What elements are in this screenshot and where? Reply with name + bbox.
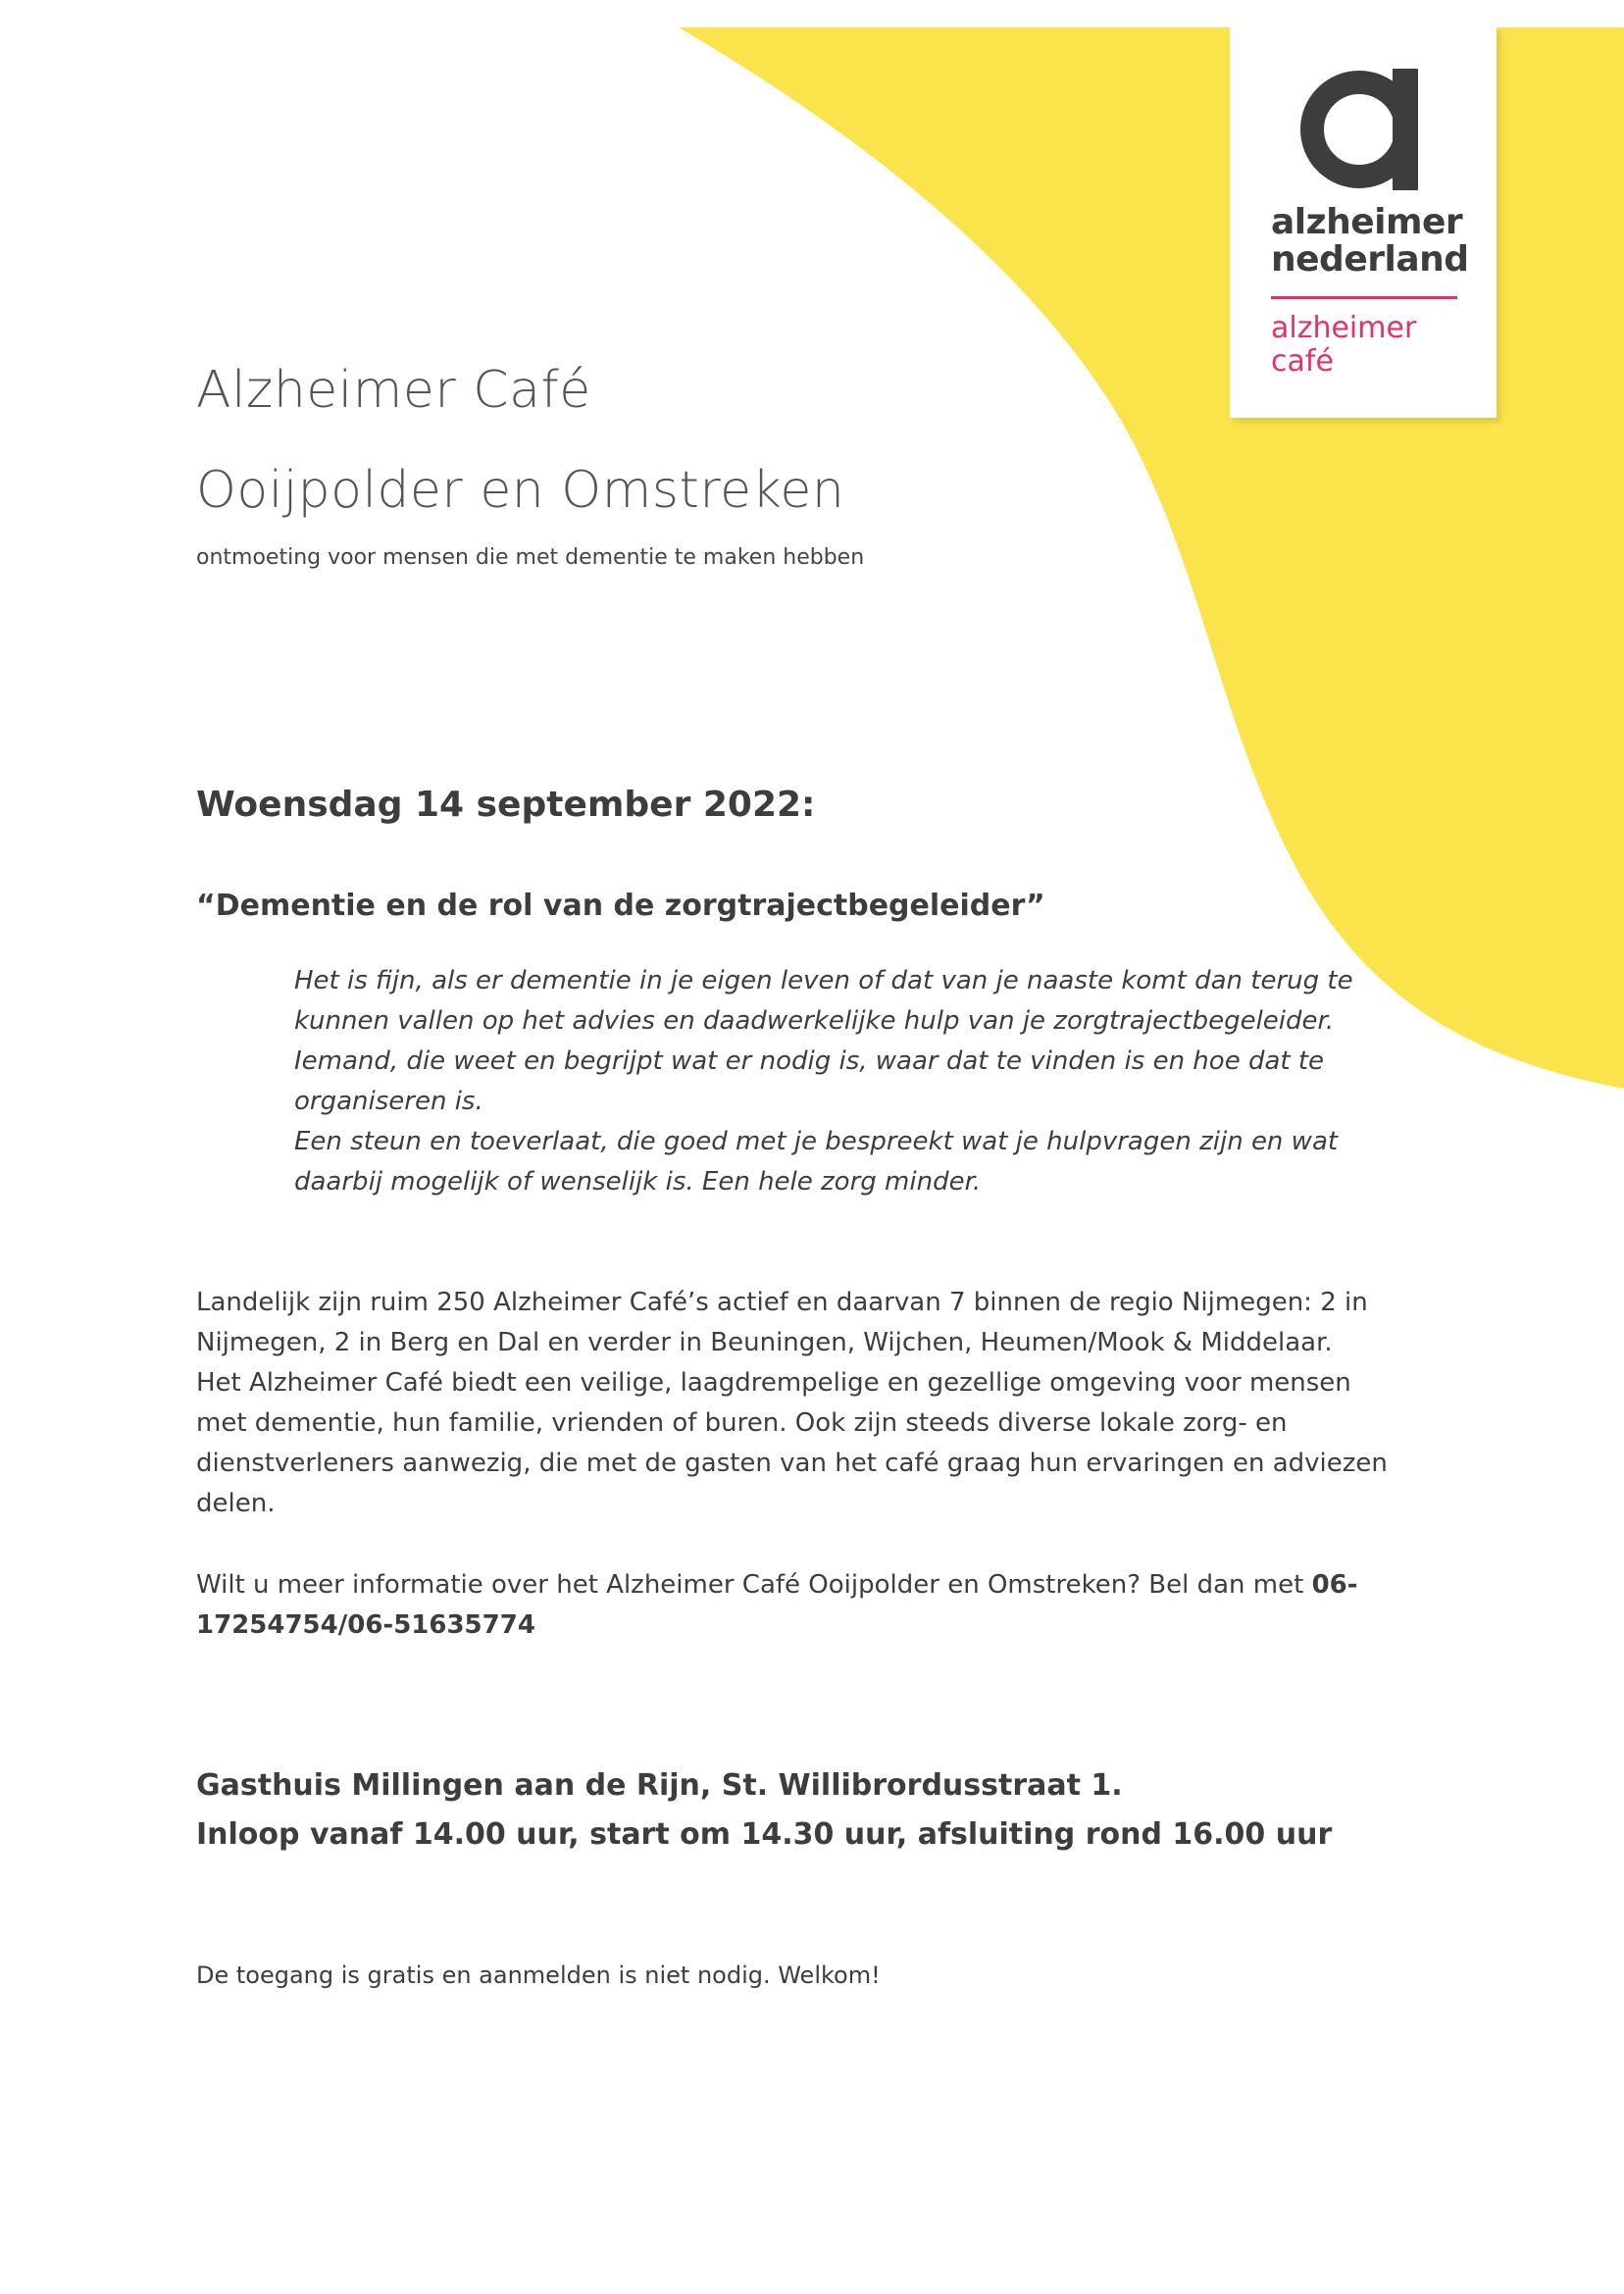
contact-paragraph [196,1565,1471,1646]
logo-sub-cafe: café [1271,344,1334,379]
contact-line-1 [196,1565,1471,1606]
phone-number-part1: 06- [1311,1570,1358,1600]
logo-text-nederland: nederland [1271,239,1469,280]
location-block [196,1761,1332,1860]
page-title-line2: Ooijpolder en Omstreken [196,461,845,520]
intro-line: Een steun en toeverlaat, die goed met je bespreekt wat je hulpvragen zijn en wat [294,1127,1339,1156]
body-line: Nijmegen, 2 in Berg en Dal en verder in Beuningen, Wijchen, Heumen/Mook & Middelaar. [196,1328,1333,1357]
alzheimer-nederland-logo [1230,27,1497,418]
info-paragraph [196,1283,1471,1524]
intro-line: Iemand, die weet en begrijpt wat er nodig is, waar dat te vinden is en hoe dat te [294,1046,1325,1076]
location-address: Gasthuis Millingen aan de Rijn, St. Willibrordusstraat 1. [196,1768,1123,1803]
body-line: met dementie, hun familie, vrienden of buren. Ook zijn steeds diverse lokale zorg- en [196,1408,1288,1438]
logo-sub-alzheimer: alzheimer [1271,311,1417,345]
alzheimer-a-logo-icon [1298,63,1426,192]
contact-text: Wilt u meer informatie over het Alzheimer Café Ooijpolder en Omstreken? Bel dan met [196,1570,1312,1600]
logo-divider [1271,296,1457,299]
body-line: Landelijk zijn ruim 250 Alzheimer Café’s actief en daarvan 7 binnen de regio Nijmegen: 2 in [196,1288,1368,1317]
body-line: dienstverleners aanwezig, die met de gasten van het café graag hun ervaringen en adviezen [196,1449,1388,1478]
location-times: Inloop vanaf 14.00 uur, start om 14.30 uur, afsluiting rond 16.00 uur [196,1817,1333,1852]
logo-text-alzheimer: alzheimer [1271,202,1463,242]
intro-line: organiseren is. [294,1087,483,1116]
event-topic-heading: “Dementie en de rol van de zorgtrajectbegeleider” [196,889,1045,923]
body-line: Het Alzheimer Café biedt een veilige, laagdrempelige en gezellige omgeving voor mensen [196,1368,1351,1398]
intro-line: kunnen vallen op het advies en daadwerkelijke hulp van je zorgtrajectbegeleider. [294,1006,1335,1036]
phone-number-part2: 17254754/06-51635774 [196,1610,535,1640]
event-date-heading: Woensdag 14 september 2022: [196,785,816,825]
page-subtitle: ontmoeting voor mensen die met dementie te maken hebben [196,545,865,570]
intro-line: Het is fijn, als er dementie in je eigen leven of dat van je naaste komt dan terug te [294,966,1353,995]
event-intro-paragraph [294,961,1422,1202]
body-line: delen. [196,1489,276,1518]
page-title-line1: Alzheimer Café [196,361,591,420]
footer-note: De toegang is gratis en aanmelden is niet nodig. Welkom! [196,1962,881,1989]
intro-line: daarbij mogelijk of wenselijk is. Een hele zorg minder. [294,1167,982,1197]
